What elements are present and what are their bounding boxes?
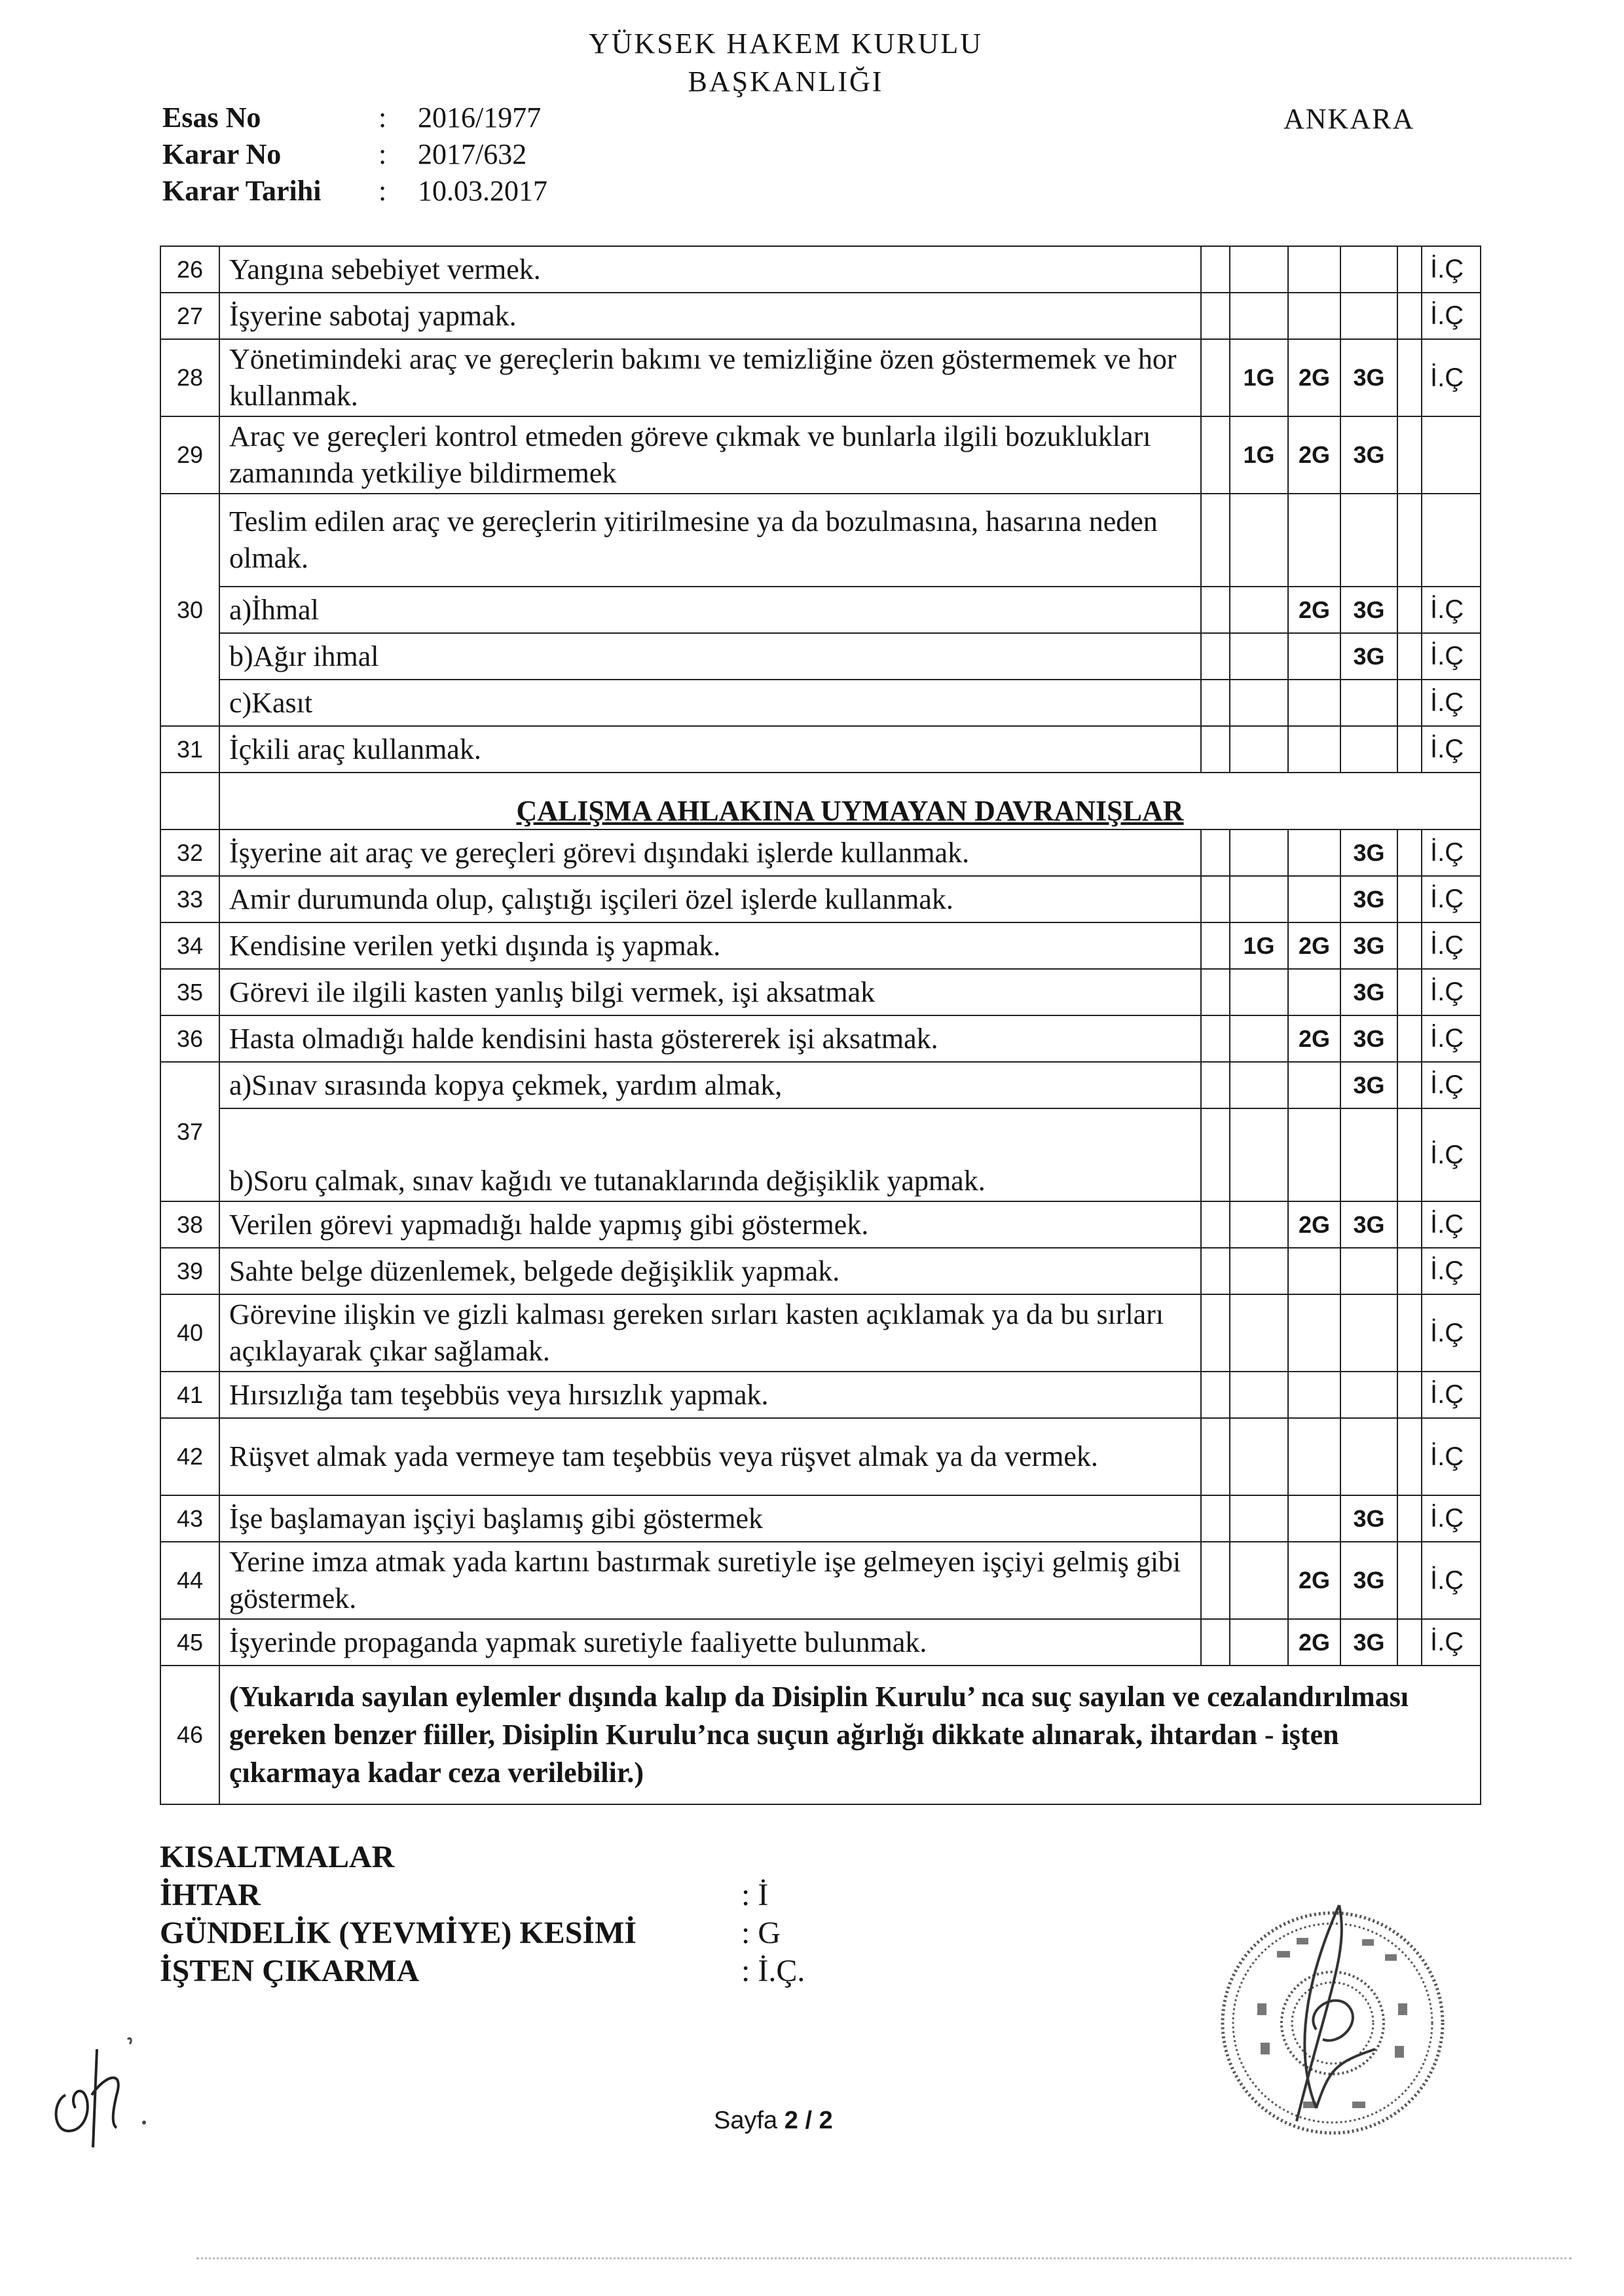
page-total: 2 [819, 2107, 833, 2134]
penalty-2g [1288, 1108, 1340, 1201]
table-row [160, 339, 1481, 416]
penalty-3g: 3G [1340, 1201, 1397, 1248]
table-row [160, 876, 1481, 922]
table-row [160, 829, 1481, 876]
row-description: Rüşvet almak yada vermeye tam teşebbüs veya rüşvet almak ya da vermek. [219, 1418, 1201, 1495]
table-row [160, 1015, 1481, 1062]
meta-value: 2016/1977 [418, 101, 542, 134]
penalty-dismissal: İ.Ç [1422, 1201, 1481, 1248]
penalty-1g [1230, 1619, 1288, 1666]
abbreviation-label: İHTAR [160, 1878, 261, 1912]
penalty-3g: 3G [1340, 1542, 1397, 1619]
penalty-3g: 3G [1340, 633, 1397, 680]
row-number: 44 [160, 1542, 219, 1619]
row-description: c)Kasıt [219, 680, 1201, 726]
row-description: a)Sınav sırasında kopya çekmek, yardım almak, [219, 1062, 1201, 1108]
abbreviation-values [741, 1876, 805, 1990]
row-number: 45 [160, 1619, 219, 1666]
table-subrow [160, 1062, 1481, 1108]
penalty-3g: 3G [1340, 416, 1397, 494]
penalty-1g [1230, 1248, 1288, 1294]
row-number: 40 [160, 1294, 219, 1372]
penalty-3g: 3G [1340, 876, 1397, 922]
meta-value: 10.03.2017 [418, 175, 547, 207]
table-row [160, 1542, 1481, 1619]
penalty-2g: 2G [1288, 587, 1340, 633]
penalty-2g [1288, 829, 1340, 876]
penalty-dismissal: İ.Ç [1422, 633, 1481, 680]
meta-label: Karar Tarihi [162, 175, 322, 207]
penalty-3g [1340, 1248, 1397, 1294]
row-number: 42 [160, 1418, 219, 1495]
penalty-dismissal: İ.Ç [1422, 922, 1481, 969]
table-row [160, 416, 1481, 494]
meta-sep: : [378, 175, 387, 207]
institution-line1: YÜKSEK HAKEM KURULU [588, 27, 984, 60]
penalty-2g: 2G [1288, 1619, 1340, 1666]
row-description: İşyerine sabotaj yapmak. [219, 293, 1201, 339]
penalty-3g [1340, 1108, 1397, 1201]
table-row [160, 1372, 1481, 1418]
penalty-1g [1230, 1372, 1288, 1418]
penalty-1g: 1G [1230, 339, 1288, 416]
row-number: 35 [160, 969, 219, 1015]
abbreviation-label: GÜNDELİK (YEVMİYE) KESİMİ [160, 1916, 637, 1950]
penalty-table [160, 246, 1481, 1805]
row-description: İşe başlamayan işçiyi başlamış gibi göstermek [219, 1495, 1201, 1542]
penalty-dismissal: İ.Ç [1422, 1062, 1481, 1108]
penalty-1g [1230, 969, 1288, 1015]
abbreviation-value: : İ [741, 1878, 769, 1912]
row-number: 39 [160, 1248, 219, 1294]
meta-sep: : [378, 138, 387, 170]
table-row [160, 969, 1481, 1015]
penalty-1g: 1G [1230, 416, 1288, 494]
row-description: Hasta olmadığı halde kendisini hasta göstererek işi aksatmak. [219, 1015, 1201, 1062]
meta-value: 2017/632 [418, 138, 527, 170]
penalty-dismissal: İ.Ç [1422, 1542, 1481, 1619]
penalty-1g [1230, 1294, 1288, 1372]
row-description: b)Soru çalmak, sınav kağıdı ve tutanaklarında değişiklik yapmak. [219, 1108, 1201, 1201]
penalty-dismissal: İ.Ç [1422, 969, 1481, 1015]
row-description: a)İhmal [219, 587, 1201, 633]
penalty-2g [1288, 293, 1340, 339]
row-description: Verilen görevi yapmadığı halde yapmış gibi göstermek. [219, 1201, 1201, 1248]
meta-sep: : [378, 101, 387, 134]
penalty-2g [1288, 1495, 1340, 1542]
penalty-3g [1340, 726, 1397, 773]
penalty-3g: 3G [1340, 339, 1397, 416]
penalty-dismissal [1422, 416, 1481, 494]
meta-row-decision-no [162, 136, 547, 173]
penalty-3g: 3G [1340, 829, 1397, 876]
penalty-dismissal: İ.Ç [1422, 829, 1481, 876]
city-label: ANKARA [1283, 103, 1415, 135]
abbreviations [160, 1838, 805, 1990]
row-description: İçkili araç kullanmak. [219, 726, 1201, 773]
row-number: 27 [160, 293, 219, 339]
table-row [160, 494, 1481, 587]
penalty-1g [1230, 1015, 1288, 1062]
table-subrow [160, 680, 1481, 726]
row-number: 31 [160, 726, 219, 773]
row-number: 30 [160, 494, 219, 726]
case-metadata [162, 100, 547, 210]
penalty-2g: 2G [1288, 339, 1340, 416]
penalty-2g [1288, 1248, 1340, 1294]
penalty-1g [1230, 1495, 1288, 1542]
penalty-2g [1288, 246, 1340, 293]
penalty-1g [1230, 829, 1288, 876]
penalty-3g: 3G [1340, 587, 1397, 633]
penalty-2g [1288, 969, 1340, 1015]
table-row [160, 293, 1481, 339]
row-number: 32 [160, 829, 219, 876]
row-number: 41 [160, 1372, 219, 1418]
penalty-2g [1288, 876, 1340, 922]
penalty-2g: 2G [1288, 1542, 1340, 1619]
penalty-dismissal: İ.Ç [1422, 1108, 1481, 1201]
table-subrow [160, 1108, 1481, 1201]
penalty-dismissal: İ.Ç [1422, 293, 1481, 339]
institution-line2: BAŞKANLIĞI [688, 65, 884, 98]
penalty-2g [1288, 1418, 1340, 1495]
row-number: 38 [160, 1201, 219, 1248]
penalty-1g [1230, 587, 1288, 633]
penalty-2g: 2G [1288, 1201, 1340, 1248]
penalty-1g [1230, 1418, 1288, 1495]
row-description: b)Ağır ihmal [219, 633, 1201, 680]
penalty-2g: 2G [1288, 416, 1340, 494]
penalty-dismissal: İ.Ç [1422, 1418, 1481, 1495]
table-row [160, 1294, 1481, 1372]
table-subrow [160, 633, 1481, 680]
row-description: Yangına sebebiyet vermek. [219, 246, 1201, 293]
penalty-2g [1288, 1372, 1340, 1418]
abbreviation-value: : İ.Ç. [741, 1954, 805, 1988]
table-row [160, 726, 1481, 773]
abbreviation-label: İŞTEN ÇIKARMA [160, 1954, 420, 1988]
table-subrow [160, 587, 1481, 633]
penalty-3g [1340, 1372, 1397, 1418]
table-row [160, 1201, 1481, 1248]
table-row [160, 246, 1481, 293]
penalty-1g [1230, 680, 1288, 726]
row-description: Teslim edilen araç ve gereçlerin yitirilmesine ya da bozulmasına, hasarına neden olmak. [219, 494, 1201, 587]
penalty-3g [1340, 1294, 1397, 1372]
row-number: 26 [160, 246, 219, 293]
penalty-dismissal: İ.Ç [1422, 339, 1481, 416]
row-description: Araç ve gereçleri kontrol etmeden göreve çıkmak ve bunlarla ilgili bozuklukları zamanında yetkiliye bildirmemek [219, 416, 1201, 494]
row-number: 33 [160, 876, 219, 922]
row-number: 46 [160, 1666, 219, 1804]
table-row [160, 1619, 1481, 1666]
penalty-2g: 2G [1288, 1015, 1340, 1062]
handwritten-signature [39, 1997, 170, 2167]
row-description: Sahte belge düzenlemek, belgede değişiklik yapmak. [219, 1248, 1201, 1294]
penalty-1g [1230, 293, 1288, 339]
penalty-dismissal: İ.Ç [1422, 587, 1481, 633]
meta-label: Karar No [162, 138, 282, 170]
section-title: ÇALIŞMA AHLAKINA UYMAYAN DAVRANIŞLAR [219, 773, 1481, 829]
penalty-3g [1340, 246, 1397, 293]
penalty-dismissal: İ.Ç [1422, 1372, 1481, 1418]
penalty-dismissal: İ.Ç [1422, 246, 1481, 293]
penalty-2g [1288, 633, 1340, 680]
penalty-1g [1230, 633, 1288, 680]
penalty-dismissal: İ.Ç [1422, 726, 1481, 773]
row-number: 29 [160, 416, 219, 494]
row-description: Görevi ile ilgili kasten yanlış bilgi vermek, işi aksatmak [219, 969, 1201, 1015]
penalty-3g: 3G [1340, 922, 1397, 969]
penalty-dismissal: İ.Ç [1422, 1248, 1481, 1294]
row-number: 34 [160, 922, 219, 969]
official-stamp [1198, 1892, 1473, 2174]
row-description: İşyerine ait araç ve gereçleri görevi dışındaki işlerde kullanmak. [219, 829, 1201, 876]
penalty-1g [1230, 1542, 1288, 1619]
penalty-3g [1340, 680, 1397, 726]
row-description-general-clause: (Yukarıda sayılan eylemler dışında kalıp da Disiplin Kurulu’ nca suç sayılan ve cezalandırılması gereken benzer fiiller, Disiplin Kurulu’nca suçun ağırlığı dikkate alınarak, ihtardan - işten çıkarmaya kadar ceza verilebilir.) [219, 1666, 1481, 1804]
abbreviation-value: : G [741, 1916, 781, 1950]
table-row [160, 922, 1481, 969]
penalty-3g: 3G [1340, 1015, 1397, 1062]
row-number: 28 [160, 339, 219, 416]
penalty-1g: 1G [1230, 922, 1288, 969]
row-description: Amir durumunda olup, çalıştığı işçileri özel işlerde kullanmak. [219, 876, 1201, 922]
penalty-3g: 3G [1340, 1062, 1397, 1108]
penalty-1g [1230, 1062, 1288, 1108]
penalty-dismissal: İ.Ç [1422, 1294, 1481, 1372]
row-description: Kendisine verilen yetki dışında iş yapmak. [219, 922, 1201, 969]
row-description: Yönetimindeki araç ve gereçlerin bakımı ve temizliğine özen göstermemek ve hor kullanmak. [219, 339, 1201, 416]
table-row [160, 1666, 1481, 1804]
table-row [160, 1495, 1481, 1542]
penalty-2g [1288, 680, 1340, 726]
meta-row-case-no [162, 100, 547, 136]
penalty-1g [1230, 246, 1288, 293]
row-description: İşyerinde propaganda yapmak suretiyle faaliyette bulunmak. [219, 1619, 1201, 1666]
row-number: 43 [160, 1495, 219, 1542]
row-description: Hırsızlığa tam teşebbüs veya hırsızlık yapmak. [219, 1372, 1201, 1418]
page-current: 2 [784, 2107, 798, 2134]
penalty-3g [1340, 293, 1397, 339]
section-row [160, 773, 1481, 829]
penalty-3g: 3G [1340, 969, 1397, 1015]
penalty-dismissal: İ.Ç [1422, 1619, 1481, 1666]
row-description: Görevine ilişkin ve gizli kalması gereken sırları kasten açıklamak ya da bu sırları açıklayarak çıkar sağlamak. [219, 1294, 1201, 1372]
penalty-1g [1230, 1108, 1288, 1201]
page-number [714, 2107, 833, 2135]
penalty-2g [1288, 1294, 1340, 1372]
table-row [160, 1248, 1481, 1294]
meta-label: Esas No [162, 101, 261, 134]
table-row [160, 1418, 1481, 1495]
penalty-2g: 2G [1288, 922, 1340, 969]
penalty-3g: 3G [1340, 1619, 1397, 1666]
penalty-dismissal: İ.Ç [1422, 680, 1481, 726]
penalty-dismissal: İ.Ç [1422, 1015, 1481, 1062]
penalty-1g [1230, 726, 1288, 773]
row-number: 36 [160, 1015, 219, 1062]
penalty-2g [1288, 1062, 1340, 1108]
penalty-dismissal: İ.Ç [1422, 876, 1481, 922]
row-number: 37 [160, 1062, 219, 1201]
penalty-1g [1230, 1201, 1288, 1248]
meta-row-decision-date [162, 173, 547, 210]
scan-artifact-line [196, 2257, 1572, 2259]
institution-heading [0, 25, 1572, 101]
row-description: Yerine imza atmak yada kartını bastırmak suretiyle işe gelmeyen işçiyi gelmiş gibi göstermek. [219, 1542, 1201, 1619]
penalty-2g [1288, 726, 1340, 773]
page-separator: / [805, 2107, 812, 2134]
penalty-1g [1230, 876, 1288, 922]
penalty-dismissal: İ.Ç [1422, 1495, 1481, 1542]
penalty-3g: 3G [1340, 1495, 1397, 1542]
page-prefix: Sayfa [714, 2107, 778, 2134]
abbreviations-title: KISALTMALAR [160, 1840, 395, 1874]
penalty-3g [1340, 1418, 1397, 1495]
